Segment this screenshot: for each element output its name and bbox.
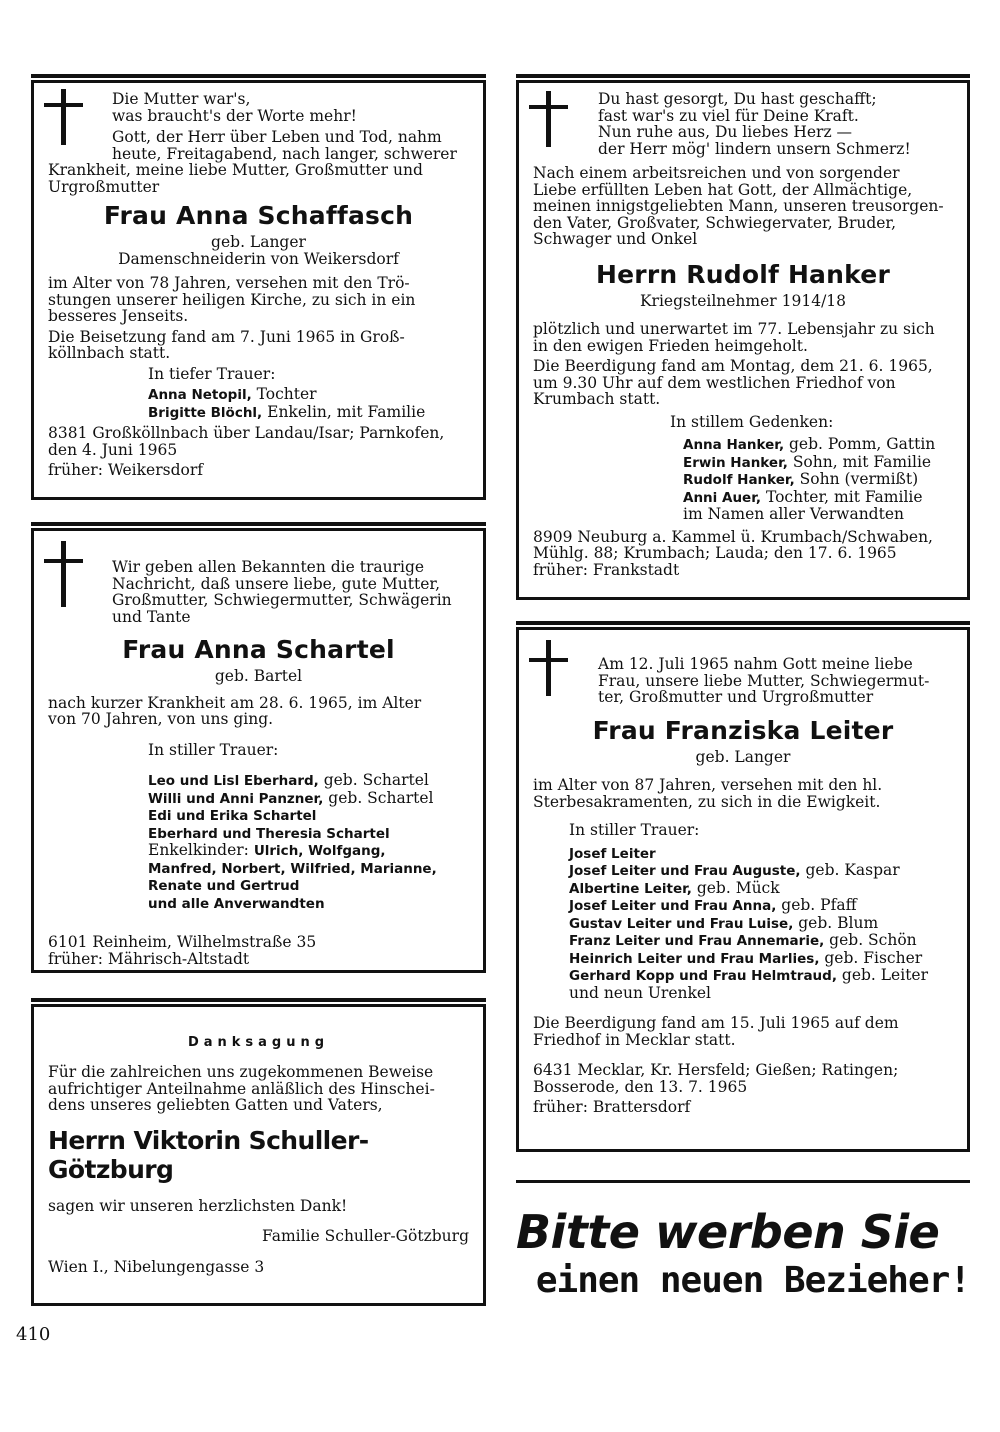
intro-line: Schwager und Onkel — [533, 230, 698, 248]
funeral-line: Friedhof in Mecklar statt. — [533, 1030, 736, 1049]
ad-subline: einen neuen Bezieher! — [535, 1260, 970, 1301]
address-line: Mühlg. 88; Krumbach; Lauda; den 17. 6. 1965 — [533, 544, 897, 562]
mourner: Leo und Lisl Eberhard, geb. Schartel — [148, 771, 429, 789]
verse-line: was braucht's der Worte mehr! — [112, 106, 357, 125]
family-signature: Familie Schuller-Götzburg — [262, 1227, 469, 1245]
mourner: Anna Netopil, Tochter — [148, 385, 317, 403]
former-residence: früher: Mährisch-Altstadt — [48, 949, 250, 968]
intro-line: Wir geben allen Bekannten die traurige — [112, 558, 425, 576]
verse-line: fast war's zu viel für Deine Kraft. — [598, 106, 859, 125]
mourner: Josef Leiter — [569, 845, 656, 862]
text-line: von 70 Jahren, von uns ging. — [48, 710, 274, 728]
top-rule — [516, 621, 970, 625]
intro-line: Am 12. Juli 1965 nahm Gott meine liebe — [598, 655, 913, 673]
mourner: Gustav Leiter und Frau Luise, geb. Blum — [569, 913, 879, 932]
intro-line: Nachricht, daß unsere liebe, gute Mutter, — [112, 574, 441, 593]
top-rule — [31, 998, 486, 1002]
intro-line: Liebe erfüllten Leben hat Gott, der Allmächtige, — [533, 180, 913, 199]
obituary-anna-schartel — [31, 528, 486, 973]
mourner: und neun Urenkel — [569, 983, 712, 1002]
cross-icon — [529, 640, 568, 696]
address-line: den 4. Juni 1965 — [48, 440, 178, 459]
mourner: Enkelkinder: Ulrich, Wolfgang, — [148, 841, 386, 859]
funeral-line: köllnbach statt. — [48, 344, 171, 362]
verse-line: Nun ruhe aus, Du liebes Herz — — [598, 123, 853, 141]
obituary-franziska-leiter — [516, 627, 970, 1152]
intro-line: und Tante — [112, 607, 191, 626]
deceased-name: Herrn Rudolf Hanker — [596, 259, 890, 289]
intro-line: Nach einem arbeitsreichen und von sorgender — [533, 164, 900, 182]
deceased-name: Frau Anna Schartel — [122, 635, 395, 664]
intro-line: Für die zahlreichen uns zugekommenen Beweise — [48, 1063, 434, 1081]
ad-rule — [516, 1180, 970, 1183]
text-line: im Alter von 78 Jahren, versehen mit den Trö- — [48, 274, 410, 292]
obituary-rudolf-hanker — [516, 80, 970, 600]
funeral-line: Krumbach statt. — [533, 390, 661, 408]
occupation: Damenschneiderin von Weikersdorf — [118, 249, 399, 268]
text-line: plötzlich und unerwartet im 77. Lebensjahr zu sich — [533, 320, 935, 338]
intro-line: Krankheit, meine liebe Mutter, Großmutter und — [48, 161, 423, 179]
verse-line: der Herr mög' lindern unsern Schmerz! — [598, 139, 911, 158]
mourner: Heinrich Leiter und Frau Marlies, geb. Fischer — [569, 948, 923, 967]
mourner: Albertine Leiter, geb. Mück — [569, 878, 780, 897]
former-residence: früher: Frankstadt — [533, 560, 680, 579]
address-line: 8381 Großköllnbach über Landau/Isar; Parnkofen, — [48, 424, 445, 442]
top-rule — [31, 74, 486, 78]
danksagung-heading: Danksagung — [187, 1035, 330, 1050]
maiden-name: geb. Bartel — [214, 667, 303, 685]
page-number: 410 — [16, 1324, 51, 1345]
mourner: Anna Hanker, geb. Pomm, Gattin — [683, 435, 936, 453]
funeral-line: Die Beerdigung fand am 15. Juli 1965 auf dem — [533, 1014, 899, 1032]
mourner: Erwin Hanker, Sohn, mit Familie — [683, 452, 932, 471]
intro-line: den Vater, Großvater, Schwiegervater, Bruder, — [533, 213, 897, 232]
mourner: Eberhard und Theresia Schartel — [148, 825, 390, 842]
intro-line: ter, Großmutter und Urgroßmutter — [598, 688, 874, 706]
intro-line: Urgroßmutter — [48, 177, 160, 196]
address-line: 6431 Mecklar, Kr. Hersfeld; Gießen; Ratingen; — [533, 1061, 899, 1079]
text-line: stungen unserer heiligen Kirche, zu sich in ein — [48, 290, 416, 309]
verse-line: Du hast gesorgt, Du hast geschafft; — [598, 90, 877, 108]
top-rule — [31, 522, 486, 526]
mourner: Rudolf Hanker, Sohn (vermißt) — [683, 470, 919, 488]
former-residence: früher: Brattersdorf — [533, 1098, 691, 1116]
mourner: Manfred, Norbert, Wilfried, Marianne, — [148, 860, 437, 877]
ad-headline: Bitte werben Sie — [516, 1205, 940, 1259]
mourner: Edi und Erika Schartel — [148, 808, 317, 824]
funeral-line: Die Beisetzung fand am 7. Juni 1965 in Groß- — [48, 327, 405, 346]
mourner: im Namen aller Verwandten — [683, 505, 904, 523]
mourn-title: In tiefer Trauer: — [148, 364, 276, 383]
intro-line: Großmutter, Schwiegermutter, Schwägerin — [112, 591, 452, 609]
cross-icon — [44, 541, 83, 607]
verse-line: Die Mutter war's, — [112, 90, 251, 108]
deceased-name: Frau Anna Schaffasch — [103, 201, 414, 230]
subtitle: Kriegsteilnehmer 1914/18 — [639, 291, 847, 310]
intro-line: dens unseres geliebten Gatten und Vaters, — [48, 1096, 383, 1114]
mourner: Josef Leiter und Frau Auguste, geb. Kaspar — [569, 861, 900, 879]
mourn-title: In stiller Trauer: — [148, 740, 279, 759]
mourner: Josef Leiter und Frau Anna, geb. Pfaff — [569, 896, 857, 914]
intro-line: aufrichtiger Anteilnahme anläßlich des Hinschei- — [48, 1079, 435, 1098]
text-line: im Alter von 87 Jahren, versehen mit den hl. — [533, 776, 883, 794]
text-line: in den ewigen Frieden heimgeholt. — [533, 336, 808, 355]
maiden-name: geb. Langer — [211, 233, 306, 251]
former-residence: früher: Weikersdorf — [48, 461, 203, 479]
intro-line: Gott, der Herr über Leben und Tod, nahm — [112, 128, 442, 146]
intro-line: heute, Freitagabend, nach langer, schwerer — [112, 144, 457, 163]
mourner: Brigitte Blöchl, Enkelin, mit Familie — [148, 402, 426, 421]
text-line: nach kurzer Krankheit am 28. 6. 1965, im Alter — [48, 693, 422, 712]
intro-line: meinen innigstgeliebten Mann, unseren treusorgen- — [533, 197, 944, 215]
cross-icon — [44, 89, 83, 145]
mourner: und alle Anverwandten — [148, 895, 325, 912]
address-line: Bosserode, den 13. 7. 1965 — [533, 1077, 748, 1096]
danksagung-schuller-goetzburg — [31, 1004, 486, 1306]
mourner: Gerhard Kopp und Frau Helmtraud, geb. Leiter — [569, 966, 929, 984]
obituary-anna-schaffasch — [31, 80, 486, 500]
funeral-line: um 9.30 Uhr auf dem westlichen Friedhof von — [533, 373, 896, 392]
intro-line: Frau, unsere liebe Mutter, Schwiegermut- — [598, 671, 930, 690]
mourner: Anni Auer, Tochter, mit Familie — [683, 487, 923, 506]
deceased-name: Frau Franziska Leiter — [592, 715, 894, 745]
address-line: 6101 Reinheim, Wilhelmstraße 35 — [48, 933, 317, 951]
cross-icon — [529, 91, 568, 147]
mourn-title: In stiller Trauer: — [569, 821, 700, 839]
address-line: 8909 Neuburg a. Kammel ü. Krumbach/Schwaben, — [533, 527, 933, 546]
funeral-line: Die Beerdigung fand am Montag, dem 21. 6. 1965, — [533, 357, 933, 375]
mourn-title: In stillem Gedenken: — [670, 412, 834, 431]
text-line: Sterbesakramenten, zu sich in die Ewigkeit. — [533, 792, 881, 811]
mourner: Franz Leiter und Frau Annemarie, geb. Schön — [569, 931, 917, 949]
address-line: Wien I., Nibelungengasse 3 — [48, 1257, 265, 1276]
maiden-name: geb. Langer — [695, 747, 791, 766]
text-line: besseres Jenseits. — [48, 307, 189, 325]
deceased-name: Herrn Viktorin Schuller-Götzburg — [48, 1125, 369, 1184]
mourner: Willi und Anni Panzner, geb. Schartel — [148, 788, 434, 807]
thanks-line: sagen wir unseren herzlichsten Dank! — [48, 1196, 348, 1215]
mourner: Renate und Gertrud — [148, 878, 300, 894]
top-rule — [516, 74, 970, 78]
